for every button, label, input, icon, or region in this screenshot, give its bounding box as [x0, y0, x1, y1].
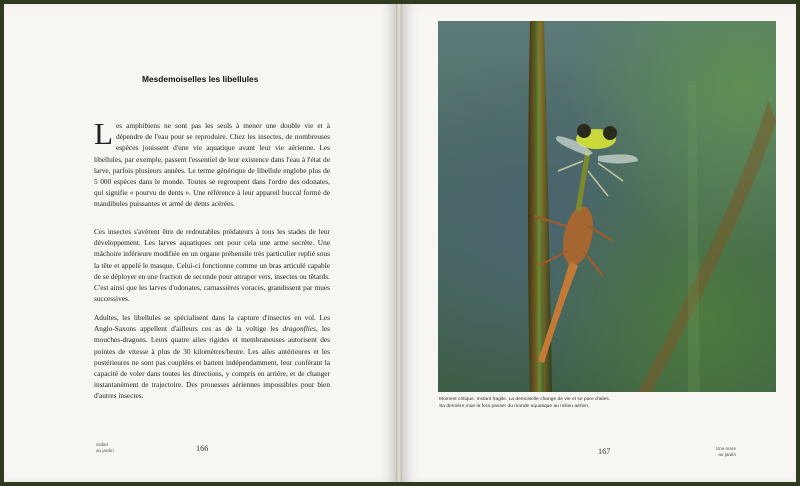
paragraph-3-text-start: Adultes, les libellules se spécialisent dans la capture d'insectes en vol. Les Anglo-Saxons appellent d'ailleurs ces as de la voltige les — [94, 313, 330, 334]
blurred-stem-right — [638, 101, 776, 392]
paragraph-3-italic-term: dragonflies — [282, 324, 316, 334]
damselfly-photo — [438, 21, 776, 392]
paragraph-1-text: es amphibiens ne sont pas les seuls à mener une double vie et à dépendre de l'eau pour se reproduire. Chez les insectes, de nombreuses espèces jouissent d'une vie aquatique avant leur vie aérienne. Les libellules, par exemple, passent l'essentiel de leur existence dans l'eau à l'état de larve, parfois plusieurs années. Le terme générique de libellule englobe plus de 5 000 espèces dans le monde. Toutes se regroupent dans l'ordre des odonates, qui signifie « pourvu de dents ». Une référence à leur appareil buccal formé de mandibules puissantes et armé de dents acérées. — [94, 121, 330, 209]
damselfly-illustration — [438, 21, 776, 392]
book-spread — [4, 4, 796, 482]
photo-caption — [439, 396, 689, 410]
paragraph-3 — [94, 312, 330, 402]
left-running-title: Safari au jardin — [96, 442, 114, 453]
paragraph-2-text: Ces insectes s'avèrent être de redoutables prédateurs à tous les stades de leur développement. Les larves aquatiques ont pour cela une arme secrète. Une mâchoire inférieure modifiée en un organe préhensile très particulier replié sous la tête et appelé le masque. Celui-ci fonctionne comme un bras articulé capable de se déployer en une fraction de seconde pour attraper vers, insectes ou têtards. C'est ainsi que les larves d'odonates, carnassières voraces, grandissent par mues successives. — [94, 227, 330, 304]
right-page — [402, 4, 796, 482]
damselfly-wing-right — [598, 154, 638, 163]
paragraph-3-text-end: , les mouches-dragons. Leurs quatre ailes rigides et membraneuses autorisent des pointes de vitesse à plus de 30 kilomètres/heure. Les ailes antérieures et les postérieures ne sont pas couplées et battent indépendamment, leur conférant la capacité de voler dans toutes les directions, y compris en arrière, et de changer instantanément de trajectoire. Des prouesses aériennes impossibles pour bien d'autres insectes. — [94, 324, 330, 401]
paragraph-1 — [94, 116, 330, 210]
damselfly-eye-left — [577, 124, 591, 138]
caption-line-1: Moment critique. Instant fragile. La demoiselle change de vie et se pare d'ailes. — [439, 397, 611, 402]
left-page-number: 166 — [196, 444, 209, 453]
exuvia-body — [558, 204, 598, 269]
paragraph-2 — [94, 226, 330, 304]
right-running-title: Une mare au jardin — [715, 446, 736, 457]
drop-cap: L — [94, 116, 113, 151]
damselfly-thorax — [578, 151, 588, 211]
caption-line-2: Sa dernière mue la fera passer du monde aquatique au milieu aérien. — [439, 404, 590, 409]
left-page — [4, 4, 396, 482]
chapter-title: Mesdemoiselles les libellules — [142, 74, 259, 84]
blurred-stem-faint — [688, 81, 700, 392]
damselfly-eye-right — [603, 126, 617, 140]
damselfly-legs — [558, 161, 623, 196]
right-page-number: 167 — [598, 447, 611, 456]
